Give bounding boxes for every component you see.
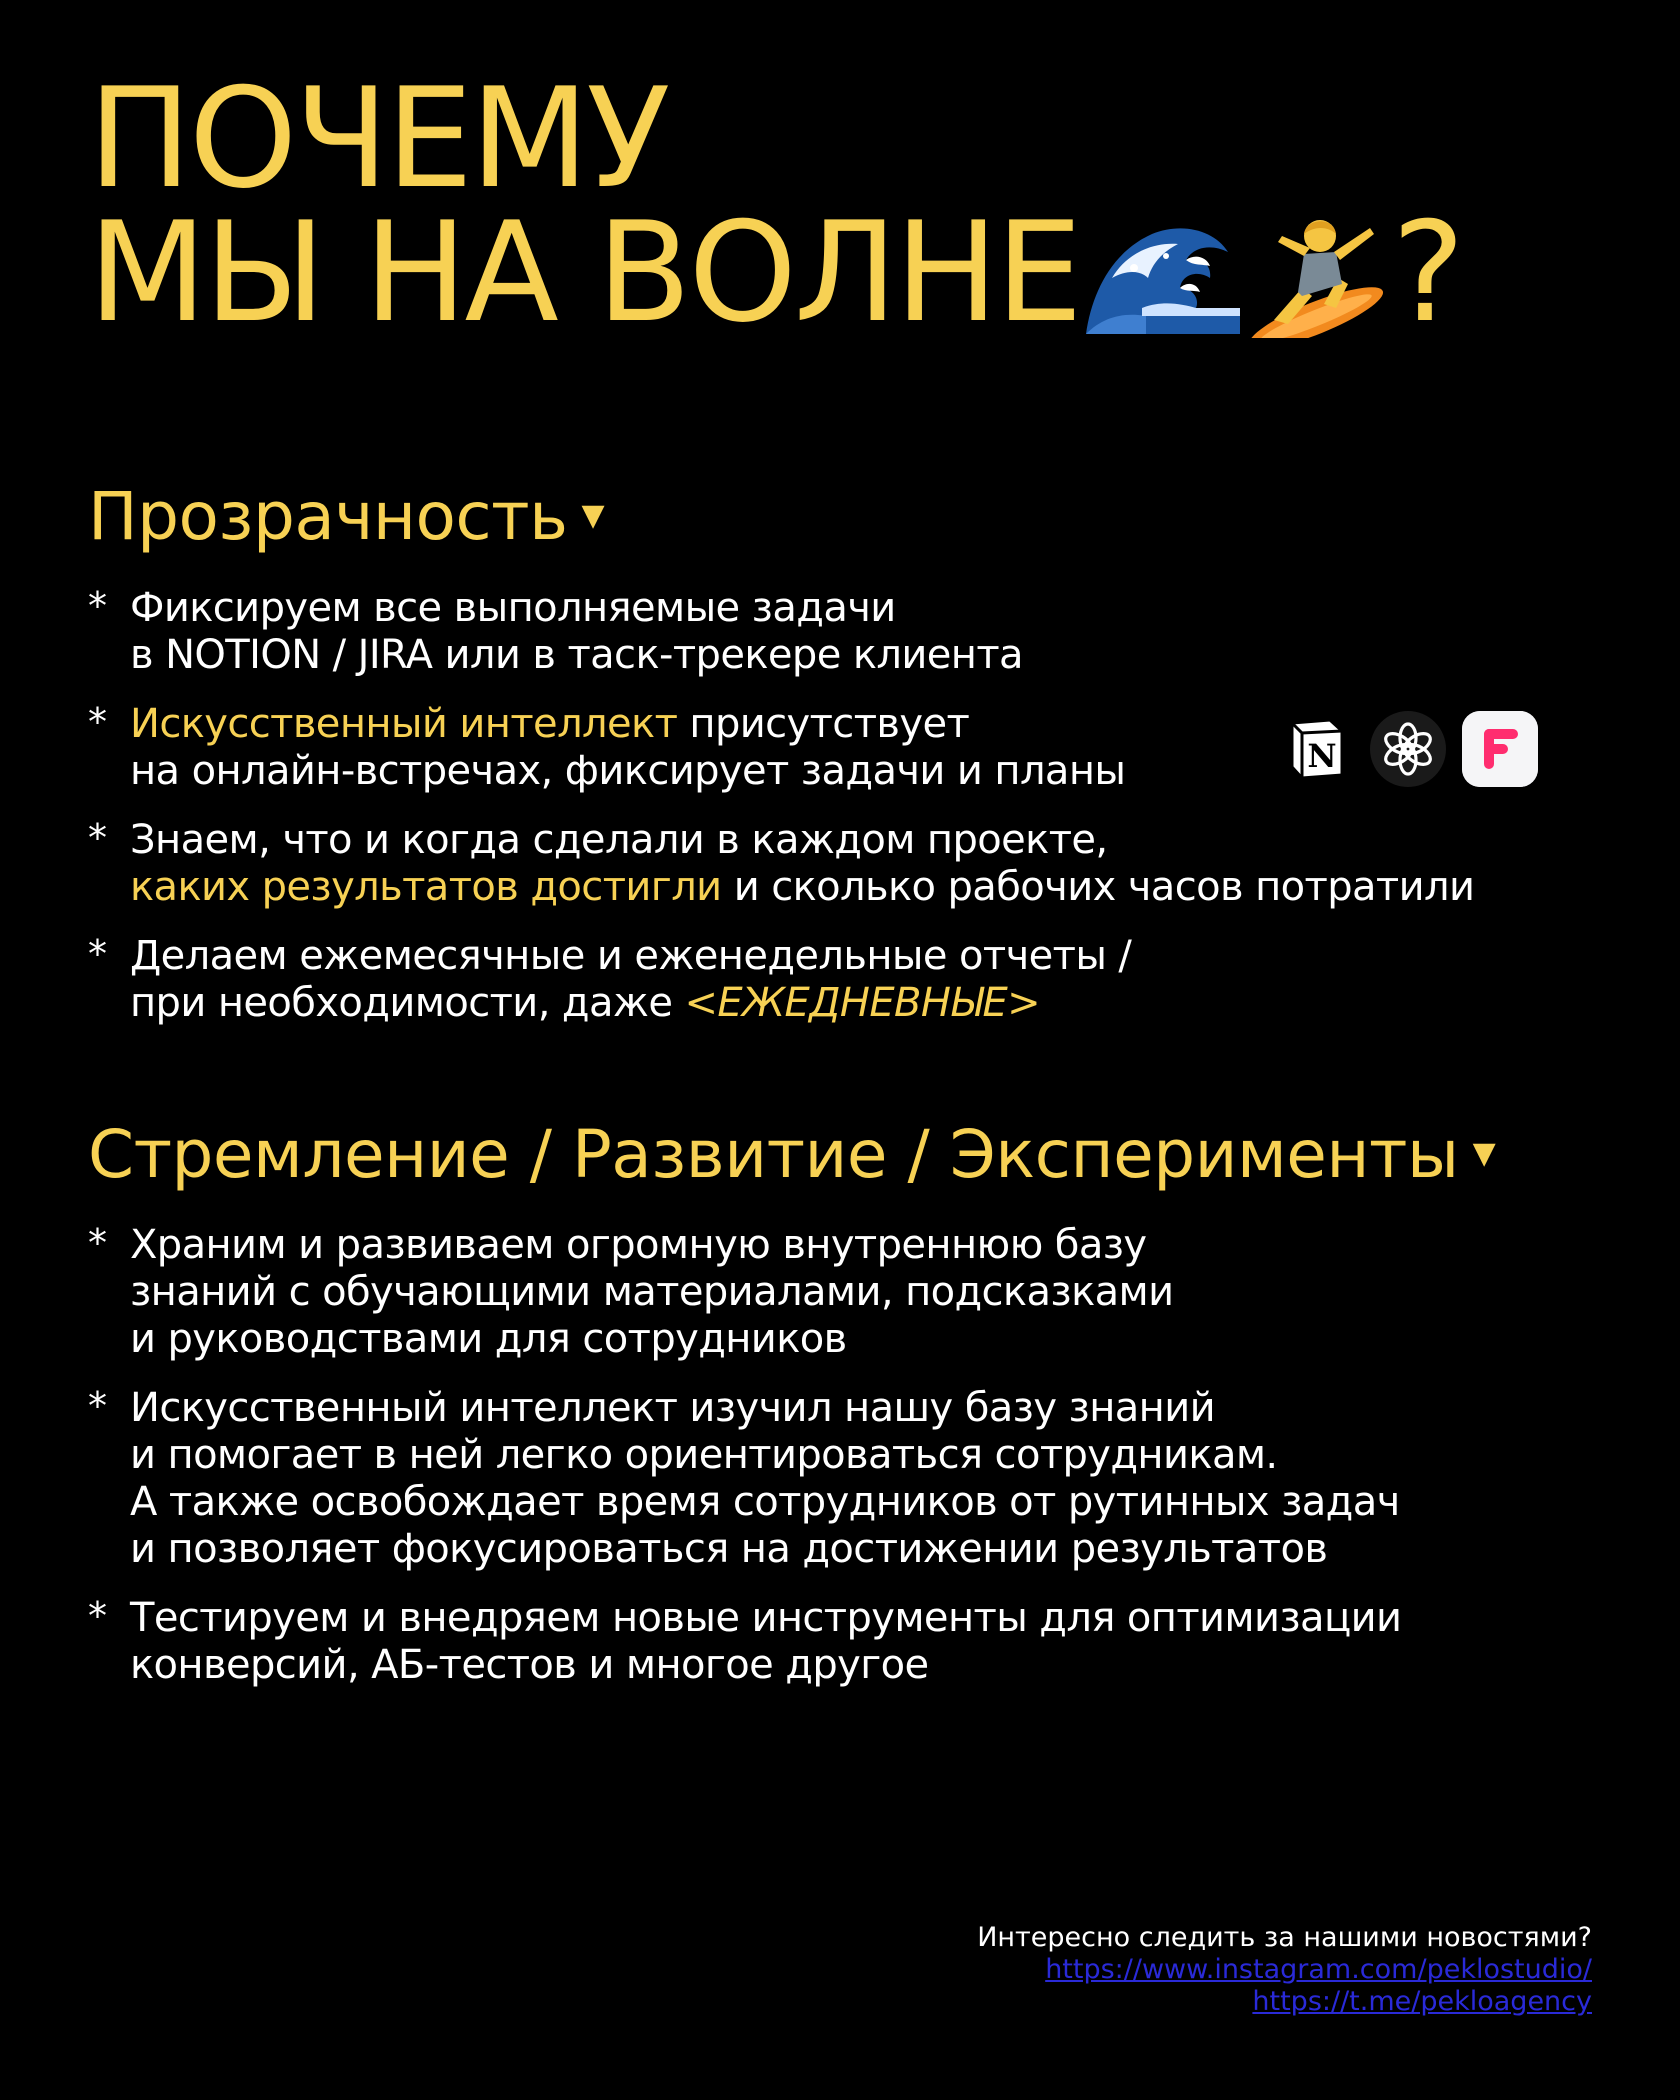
highlight-text: каких результатов достигли (130, 864, 722, 910)
bullet-text: при необходимости, даже (130, 980, 685, 1026)
bullet-asterisk: * (88, 1594, 107, 1638)
title-line-1: ПОЧЕМУ (88, 58, 668, 219)
bullet-text-line (130, 864, 1474, 911)
section-title-transparency-text: Прозрачность (88, 478, 568, 555)
footer-prompt: Интересно следить за нашими новостями? (977, 1922, 1592, 1953)
notion-icon (1278, 711, 1354, 787)
list-item (88, 701, 1474, 795)
growth-bullet-list (88, 1222, 1401, 1711)
pink-app-icon (1462, 711, 1538, 787)
caret-down-icon: ▼ (581, 498, 605, 533)
transparency-bullet-list (88, 585, 1474, 1049)
bullet-text: присутствует (677, 701, 970, 747)
title-line-2 (88, 192, 1463, 353)
bullet-text-line: и помогает в ней легко ориентироваться сотрудникам. (130, 1432, 1278, 1478)
footer (977, 1922, 1592, 2018)
page-title (88, 58, 1463, 353)
bullet-text-line: Храним и развиваем огромную внутреннюю базу (130, 1222, 1147, 1268)
bullet-text-line: знаний с обучающими материалами, подсказками (130, 1269, 1174, 1315)
bullet-text-line: в NOTION / JIRA или в таск-трекере клиента (130, 632, 1023, 678)
bullet-text-line: на онлайн-встречах, фиксирует задачи и планы (130, 748, 1126, 794)
section-title-transparency (88, 476, 604, 557)
bullet-asterisk: * (88, 584, 107, 628)
bullet-text-line: Делаем ежемесячные и еженедельные отчеты / (130, 933, 1132, 979)
instagram-link[interactable]: https://www.instagram.com/peklostudio/ (1045, 1954, 1592, 1985)
list-item (88, 817, 1474, 911)
bullet-text: и сколько рабочих часов потратили (721, 864, 1475, 910)
bullet-text-line: и позволяет фокусироваться на достижении результатов (130, 1526, 1328, 1572)
notion-letter: N (1307, 737, 1337, 775)
highlight-text: Искусственный интеллект (130, 701, 678, 747)
telegram-link[interactable]: https://t.me/pekloagency (1252, 1986, 1592, 2017)
bullet-asterisk: * (88, 816, 107, 860)
highlight-text-italic: <ЕЖЕДНЕВНЫЕ> (684, 980, 1041, 1026)
bullet-text-line (130, 980, 1474, 1027)
list-item (88, 933, 1474, 1027)
section-title-growth (88, 1114, 1495, 1195)
bullet-asterisk: * (88, 1221, 107, 1265)
chatgpt-icon (1370, 711, 1446, 787)
bullet-text-line: Знаем, что и когда сделали в каждом проекте, (130, 817, 1108, 863)
bullet-asterisk: * (88, 1384, 107, 1428)
bullet-text-line: конверсий, АБ-тестов и многое другое (130, 1642, 929, 1688)
bullet-text-line: А также освобождает время сотрудников от рутинных задач (130, 1479, 1400, 1525)
title-line-2-text: МЫ НА ВОЛНЕ (88, 192, 1080, 353)
bullet-asterisk: * (88, 932, 107, 976)
caret-down-icon: ▼ (1472, 1136, 1496, 1171)
bullet-text-line (130, 701, 1474, 748)
person-surfing-icon (1242, 208, 1392, 338)
bullet-text-line: Искусственный интеллект изучил нашу базу знаний (130, 1385, 1216, 1431)
water-wave-icon (1082, 208, 1242, 338)
list-item (88, 1222, 1401, 1363)
bullet-text-line: и руководствами для сотрудников (130, 1316, 847, 1362)
app-icons-row (1278, 711, 1538, 787)
title-question-mark: ? (1391, 192, 1463, 353)
bullet-text-line: Тестируем и внедряем новые инструменты для оптимизации (130, 1595, 1402, 1641)
list-item (88, 585, 1474, 679)
bullet-asterisk: * (88, 700, 107, 744)
bullet-text-line: Фиксируем все выполняемые задачи (130, 585, 896, 631)
list-item (88, 1385, 1401, 1573)
list-item (88, 1595, 1401, 1689)
section-title-growth-text: Стремление / Развитие / Эксперименты (88, 1116, 1459, 1193)
